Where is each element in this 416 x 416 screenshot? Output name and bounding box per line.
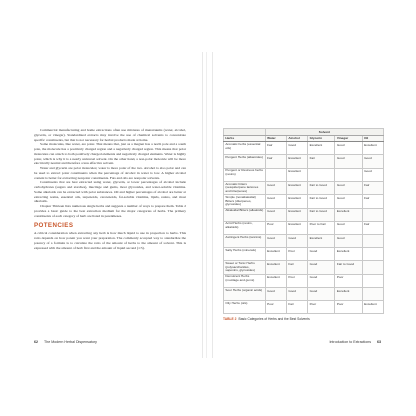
table-row (224, 287, 384, 300)
body-paragraph: Some molecules, like water, are polar. That means that, just as a magnet has a north pole and a south pole, the molecule has a positively charged region and a negatively charged region. This means that polar molecules can attach to both positively charged elements and negatively charged elements. Water is highly polar, which is why it is a nearly universal solvent. On the other hand, a non-polar molecule will be more electrically neutral and therefore a less effective solvent. (34, 142, 186, 166)
rating-cell: Fair to Good (335, 261, 362, 274)
running-title: Introduction to Extractions (329, 340, 371, 344)
rating-cell: Good (287, 142, 308, 155)
rating-cell: Fair to Good (308, 195, 335, 208)
rating-cell: Poor (287, 248, 308, 261)
table-row (224, 155, 384, 168)
herb-category-cell: Aromatic herbs (essential oils) (224, 142, 266, 155)
rating-cell: Excellent (308, 234, 335, 247)
rating-cell: Good (308, 248, 335, 261)
rating-cell: Excellent (287, 195, 308, 208)
caption-tag: TABLE 2 (223, 317, 237, 322)
rating-cell: Good (335, 155, 362, 168)
body-paragraph: A critical consideration when extracting any herb is how much liquid to use in proportion to herbs. This ratio depends on how potent you want your preparation. The commonly accepted way to standardize the potency of a formula is to calculate the ratio of the amount of herbs to the amount of solvent. This is expressed with the amount of herb first and the amount of liquid second (1:5). (34, 231, 186, 250)
page-number: 62 (34, 340, 38, 344)
page-number: 63 (377, 340, 381, 344)
rating-cell: Good (308, 274, 335, 287)
rating-cell: Good (265, 181, 286, 194)
rating-cell: Good (287, 287, 308, 300)
column-header: Alcohol (287, 135, 308, 142)
rating-cell: Excellent (287, 168, 308, 181)
rating-cell: Fair to Good (308, 181, 335, 194)
herb-category-cell: Salty Herbs (minerals) (224, 248, 266, 261)
rating-cell: Good (335, 221, 362, 234)
rating-cell (362, 208, 383, 221)
rating-cell: Fair (362, 221, 383, 234)
body-paragraph: Constituents that are best extracted using water, glycerin, or lower percentages of alcohol include carbohydrates (sugars and starches), mucilage and gums, most glycosides, and water-soluble vitamins. Some alkaloids can be extracted with polar substances. Oil and higher percentages of alcohol are better at extracting resins, essential oils, terpenoids, carotenoids, fat-soluble vitamins, lipids, resins, and most alkaloids. (34, 180, 186, 204)
rating-cell: Good (287, 234, 308, 247)
table-caption (223, 317, 384, 321)
rating-cell: Good (335, 195, 362, 208)
table-row (224, 221, 384, 234)
herb-category-cell: Astringent Herbs (tannins) (224, 234, 266, 247)
rating-cell (362, 261, 383, 274)
rating-cell: Good (265, 287, 286, 300)
rating-cell: Excellent (287, 181, 308, 194)
rating-cell: Excellent (287, 208, 308, 221)
body-paragraph: Chapter Thirteen lists numerous single herbs and suggests a number of ways to prepare them. Table 2 provides a basic guide to the best extraction medium for the major categories of herbs. The primary constituents of each category of herb are listed in parentheses. (34, 204, 186, 218)
body-paragraph: Commercial manufacturing and home extractions often use mixtures of menstruums (water, alcohol, glycerin, or vinegar). Standardized extracts may involve the use of chemical solvents to concentrate specific constituents, but that is not necessary for herbal products made at home. (34, 128, 186, 142)
rating-cell: Poor (335, 274, 362, 287)
rating-cell: Excellent (335, 208, 362, 221)
left-text-column (34, 128, 186, 250)
rating-cell (308, 168, 335, 181)
table-row (224, 142, 384, 155)
herb-category-cell: Acrid Herbs (resins, alkaloids) (224, 221, 266, 234)
section-heading: POTENCIES (34, 222, 74, 230)
body-paragraph: Water and glycerin are polar molecules; water is more polar of the two. Alcohol is also polar and can be used to extract polar constituents when the percentage of alcohol in water is low. A higher alcohol content is better for extracting nonpolar constituents. Fats and oils are nonpolar solvents. (34, 166, 186, 180)
table-body (224, 142, 384, 314)
rating-cell (362, 287, 383, 300)
table-row (224, 248, 384, 261)
rating-cell: Poor (335, 301, 362, 314)
right-page (213, 52, 393, 358)
rating-cell (362, 274, 383, 287)
rating-cell: Good (335, 181, 362, 194)
rating-cell: Poor (308, 301, 335, 314)
rating-cell: Good (265, 234, 286, 247)
herb-category-cell: Aromatic bitters (sesquiterpene lactones and triterpenes) (224, 181, 266, 194)
rating-cell: Fair (308, 155, 335, 168)
rating-cell: Fair (362, 195, 383, 208)
rating-cell: Good (335, 234, 362, 247)
solvent-table (223, 128, 384, 314)
right-footer (329, 340, 381, 344)
herb-category-cell: Sour Herbs (organic acids) (224, 287, 266, 300)
rating-cell: Fair (287, 261, 308, 274)
caption-text: Basic Categories of Herbs and the Best Solvents (238, 317, 310, 322)
rating-cell: Fair to Good (308, 208, 335, 221)
herb-category-cell: Pungent or Resinous herbs (resins) (224, 168, 266, 181)
rating-cell: Fair (362, 181, 383, 194)
rating-cell: Excellent (265, 248, 286, 261)
rating-cell: Excellent (335, 287, 362, 300)
rating-cell: Excellent (287, 155, 308, 168)
table-row (224, 181, 384, 194)
rating-cell: Fair (265, 142, 286, 155)
table-row (224, 195, 384, 208)
rating-cell: Good (308, 287, 335, 300)
rating-cell: Good (308, 261, 335, 274)
column-header: Oil (362, 135, 383, 142)
table-container (223, 128, 384, 321)
rating-cell: Excellent (362, 301, 383, 314)
table-group-header: Solvent (265, 129, 383, 136)
herb-category-cell: Pungent Herbs (alkamides) (224, 155, 266, 168)
rating-cell: Fair (265, 155, 286, 168)
table-row (224, 274, 384, 287)
rating-cell: Good (335, 142, 362, 155)
column-header: Vinegar (335, 135, 362, 142)
rating-cell: Poor (287, 274, 308, 287)
left-footer (34, 340, 97, 344)
rating-cell: Excellent (362, 142, 383, 155)
rating-cell (362, 248, 383, 261)
column-header: Herbs (224, 135, 266, 142)
running-title: The Modern Herbal Dispensatory (44, 340, 97, 344)
rating-cell (362, 234, 383, 247)
rating-cell: Poor (265, 221, 286, 234)
table-row (224, 234, 384, 247)
rating-cell: Good (265, 195, 286, 208)
rating-cell: Poor to Fair (308, 221, 335, 234)
rating-cell: Poor (265, 301, 286, 314)
rating-cell: Fair (287, 301, 308, 314)
rating-cell: Good (362, 168, 383, 181)
book-gutter (206, 52, 207, 358)
rating-cell (265, 168, 286, 181)
rating-cell: Excellent (287, 221, 308, 234)
herb-category-cell: Simple (nonalkaloidal) Bitters (diterpenes, glycosides) (224, 195, 266, 208)
rating-cell (335, 168, 362, 181)
table-header-blank (224, 129, 266, 136)
rating-cell: Excellent (265, 261, 286, 274)
rating-cell: Excellent (265, 274, 286, 287)
rating-cell: Excellent (335, 248, 362, 261)
rating-cell: Excellent (308, 142, 335, 155)
rating-cell: Good (265, 208, 286, 221)
table-row (224, 301, 384, 314)
table-row (224, 261, 384, 274)
left-page (22, 52, 202, 358)
herb-category-cell: Oily Herbs (oils) (224, 301, 266, 314)
rating-cell: Good (362, 155, 383, 168)
table-row (224, 168, 384, 181)
herb-category-cell: Alkaloidal Bitters (alkaloids) (224, 208, 266, 221)
herb-category-cell: Sweet or Tonic Herbs (polysaccharides, saponins, glycosides) (224, 261, 266, 274)
table-row (224, 208, 384, 221)
column-header: Water (265, 135, 286, 142)
herb-category-cell: Demulcent Herbs (mucilage and gums) (224, 274, 266, 287)
column-header: Glycerin (308, 135, 335, 142)
